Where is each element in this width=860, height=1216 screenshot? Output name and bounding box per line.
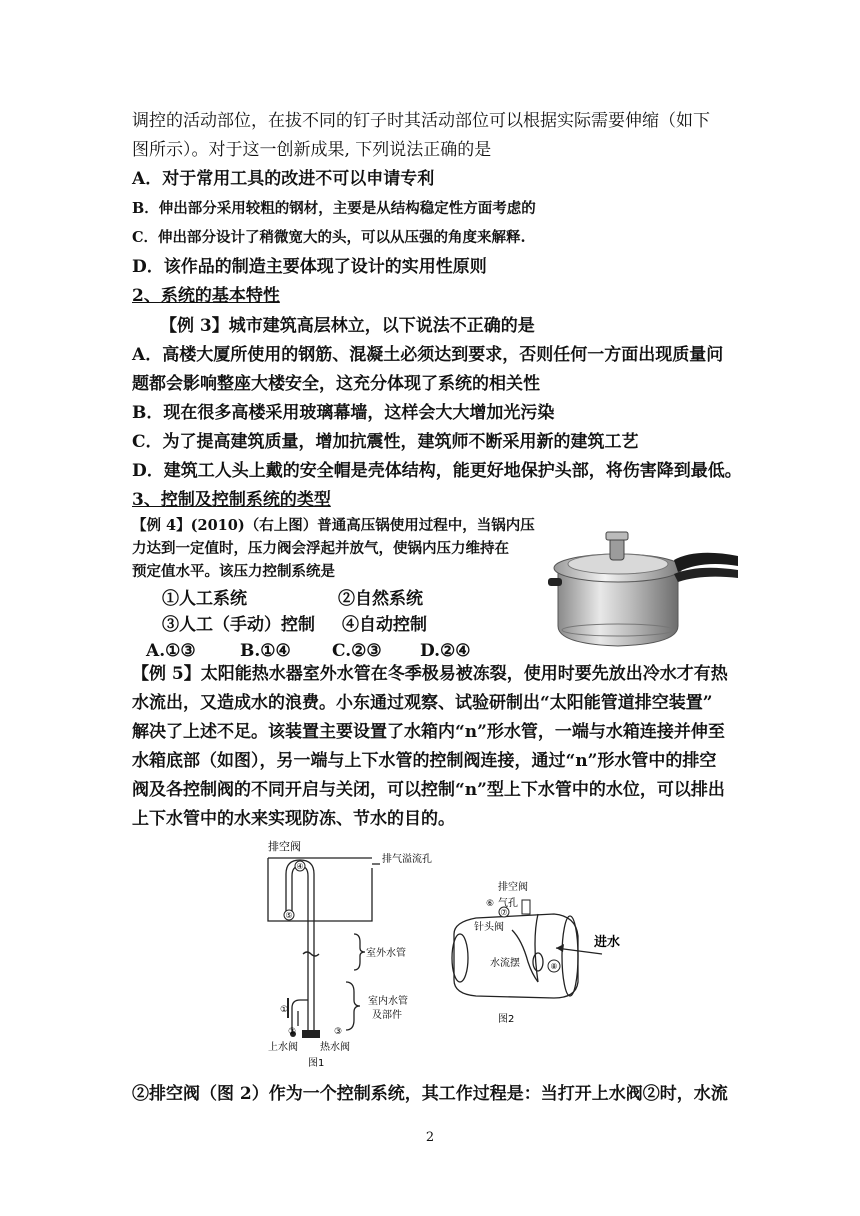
choice-3: ③人工（手动）控制 [162, 615, 315, 635]
hot-valve-label: 热水阀 [320, 1042, 350, 1053]
page-number: 2 [425, 1130, 435, 1145]
option-c: C．为了提高建筑质量，增加抗震性，建筑师不断采用新的建筑工艺 [132, 432, 639, 452]
paragraph-line: 图所示）。对于这一创新成果, 下列说法正确的是 [132, 140, 492, 160]
marker-4: ④ [296, 862, 304, 871]
outdoor-pipe-label: 室外水管 [366, 948, 406, 959]
needle-valve-label: 针头阀 [474, 922, 504, 933]
choice-2: ②自然系统 [338, 589, 423, 609]
marker-3: ③ [334, 1027, 343, 1037]
water-in-label: 进水 [594, 935, 621, 950]
answer-b: B.①④ [240, 641, 291, 661]
answer-d: D.②④ [420, 641, 471, 661]
pressure-cooker-image [546, 508, 742, 652]
choice-4: ④自动控制 [342, 615, 427, 635]
choice-1: ①人工系统 [162, 589, 247, 609]
example-stem: 【例 4】(2010)（右上图）普通高压锅使用过程中，当锅内压 [132, 517, 535, 534]
figure-1-caption: 图1 [308, 1058, 325, 1069]
exhaust-valve-label: 排空阀 [498, 882, 528, 893]
section-heading: 2、系统的基本特性 [132, 286, 280, 306]
example-stem: 上下水管中的水来实现防冻、节水的目的。 [132, 809, 455, 829]
option-d: D．该作品的制造主要体现了设计的实用性原则 [132, 257, 487, 277]
paragraph-line: 调控的活动部位，在拔不同的钉子时其活动部位可以根据实际需要伸缩（如下 [132, 111, 710, 131]
option-b: B．伸出部分采用较粗的钢材，主要是从结构稳定性方面考虑的 [132, 200, 536, 217]
marker-8: ⑧ [550, 962, 558, 971]
example-stem: 水箱底部（如图），另一端与上下水管的控制阀连接，通过“n”形水管中的排空 [132, 751, 717, 771]
figure-1-diagram [250, 836, 440, 1072]
flow-pendulum-label: 水流摆 [490, 958, 520, 969]
example-stem: 预定值水平。该压力控制系统是 [132, 563, 335, 580]
option-a: A．对于常用工具的改进不可以申请专利 [132, 169, 435, 189]
marker-6: ⑥ [486, 899, 495, 909]
indoor-pipe-label: 室内水管 [368, 996, 408, 1007]
example-stem: 力达到一定值时，压力阀会浮起并放气，使锅内压力维持在 [132, 540, 509, 557]
marker-2: ② [288, 1027, 297, 1037]
overflow-hole-label: 排气溢流孔 [382, 854, 432, 865]
upper-valve-label: 上水阀 [268, 1042, 298, 1053]
option-a: A．高楼大厦所使用的钢筋、混凝土必须达到要求，否则任何一方面出现质量问 [132, 345, 724, 365]
marker-1: ① [280, 1005, 289, 1015]
example-stem: 水流出，又造成水的浪费。小东通过观察、试验研制出“太阳能管道排空装置” [132, 693, 713, 713]
option-d: D．建筑工人头上戴的安全帽是壳体结构，能更好地保护头部，将伤害降到最低。 [132, 461, 742, 481]
indoor-pipe-label-2: 及部件 [372, 1010, 402, 1021]
paragraph-line: ②排空阀（图 2）作为一个控制系统，其工作过程是：当打开上水阀②时，水流 [132, 1084, 728, 1104]
section-heading: 3、控制及控制系统的类型 [132, 490, 331, 510]
exhaust-valve-label: 排空阀 [268, 840, 301, 853]
example-stem: 阀及各控制阀的不同开启与关闭，可以控制“n”型上下水管中的水位，可以排出 [132, 780, 725, 800]
figure-2-diagram [442, 870, 632, 1040]
marker-5: ⑤ [285, 911, 293, 920]
option-b: B．现在很多高楼采用玻璃幕墙，这样会大大增加光污染 [132, 403, 555, 423]
option-continuation: 题都会影响整座大楼安全，这充分体现了系统的相关性 [132, 374, 540, 394]
marker-7: ⑦ [500, 908, 508, 917]
example-stem: 【例 5】太阳能热水器室外水管在冬季极易被冻裂，使用时要先放出冷水才有热 [132, 664, 728, 684]
figure-2-caption: 图2 [498, 1014, 515, 1025]
answer-c: C.②③ [332, 641, 382, 661]
option-c: C．伸出部分设计了稍微宽大的头，可以从压强的角度来解释. [132, 229, 526, 246]
example-stem: 解决了上述不足。该装置主要设置了水箱内“n”形水管，一端与水箱连接并伸至 [132, 722, 725, 742]
example-stem: 【例 3】城市建筑高层林立，以下说法不正确的是 [160, 316, 535, 336]
answer-a: A.①③ [146, 641, 196, 661]
air-hole-label: 气孔 [498, 898, 518, 909]
